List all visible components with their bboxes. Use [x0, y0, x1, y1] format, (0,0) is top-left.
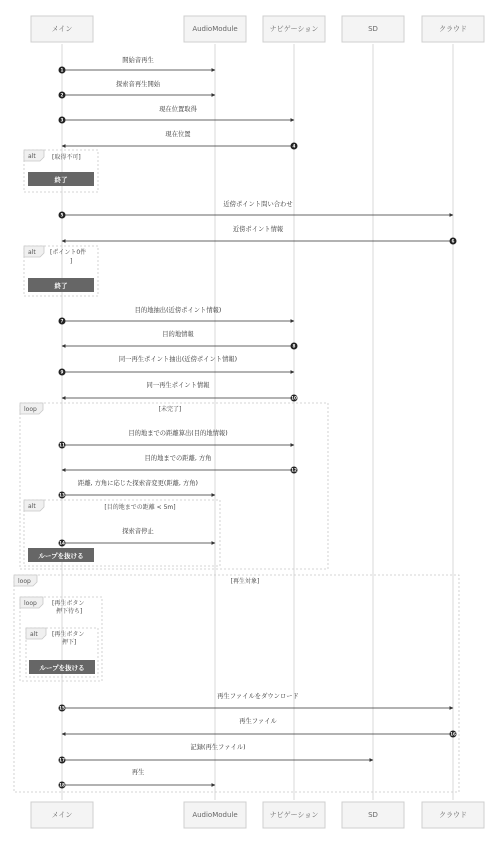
message-8 — [62, 329, 298, 350]
message-11 — [59, 428, 295, 449]
message-16 — [62, 716, 457, 738]
svg-text:目的地までの距離, 方角: 目的地までの距離, 方角 — [144, 455, 212, 462]
svg-text:[ポイント0件: [ポイント0件 — [50, 249, 87, 256]
message-10 — [62, 380, 298, 402]
participants-bottom — [31, 802, 484, 828]
svg-text:4: 4 — [292, 143, 296, 149]
message-15 — [59, 691, 454, 712]
participant-sd[interactable] — [342, 16, 404, 42]
message-18 — [59, 767, 216, 789]
svg-text:距離, 方角に応じた探索音変更(距離, 方角): 距離, 方角に応じた探索音変更(距離, 方角) — [78, 480, 198, 487]
svg-text:メイン: メイン — [51, 811, 73, 819]
svg-text:再生ファイル: 再生ファイル — [239, 718, 277, 725]
participant-cloud[interactable] — [422, 16, 484, 42]
participant-navigation-bottom[interactable] — [263, 802, 325, 828]
svg-text:ナビゲーション: ナビゲーション — [269, 811, 319, 819]
svg-text:18: 18 — [59, 782, 65, 788]
svg-text:[再生ボタン: [再生ボタン — [52, 631, 85, 638]
svg-text:loop: loop — [24, 600, 37, 607]
svg-text:同一再生ポイント情報: 同一再生ポイント情報 — [146, 382, 210, 389]
svg-text:探索音停止: 探索音停止 — [122, 528, 154, 535]
participant-main[interactable] — [31, 16, 93, 42]
message-6 — [62, 224, 457, 245]
svg-text:SD: SD — [368, 811, 378, 819]
svg-text:5: 5 — [60, 212, 64, 218]
svg-text:AudioModule: AudioModule — [192, 25, 238, 33]
svg-text:SD: SD — [368, 25, 378, 33]
svg-text:alt: alt — [28, 503, 36, 510]
participant-audiomodule[interactable] — [184, 16, 246, 42]
svg-text:ナビゲーション: ナビゲーション — [269, 25, 319, 33]
svg-text:16: 16 — [450, 731, 456, 737]
terminal-exit-loop-2 — [29, 660, 95, 674]
svg-text:loop: loop — [24, 406, 37, 413]
svg-text:14: 14 — [59, 540, 65, 546]
participant-main-bottom[interactable] — [31, 802, 93, 828]
message-13 — [59, 478, 216, 499]
svg-text:12: 12 — [291, 467, 297, 473]
message-5 — [59, 199, 454, 219]
svg-text:同一再生ポイント抽出(近傍ポイント情報): 同一再生ポイント抽出(近傍ポイント情報) — [118, 356, 238, 363]
svg-text:クラウド: クラウド — [439, 811, 467, 819]
svg-text:alt: alt — [28, 249, 36, 256]
message-2 — [59, 79, 216, 99]
svg-text:目的地情報: 目的地情報 — [162, 331, 194, 338]
svg-text:探索音再生開始: 探索音再生開始 — [115, 81, 161, 88]
participants-top — [31, 16, 484, 42]
svg-text:再生ファイルをダウンロード: 再生ファイルをダウンロード — [217, 693, 299, 700]
message-14 — [59, 526, 216, 547]
svg-text:3: 3 — [60, 117, 64, 123]
terminal-exit-loop-1 — [28, 548, 94, 562]
message-12 — [62, 453, 298, 474]
svg-text:現在位置取得: 現在位置取得 — [159, 106, 197, 113]
svg-text:11: 11 — [59, 442, 65, 448]
svg-text:7: 7 — [60, 318, 64, 324]
svg-text:開始音再生: 開始音再生 — [122, 57, 154, 64]
svg-text:AudioModule: AudioModule — [192, 811, 238, 819]
svg-text:目的地までの距離算出(目的地情報): 目的地までの距離算出(目的地情報) — [128, 430, 228, 437]
svg-text:[再生対象]: [再生対象] — [230, 578, 260, 585]
svg-text:終了: 終了 — [54, 282, 68, 290]
svg-text:8: 8 — [292, 343, 296, 349]
svg-text:近傍ポイント情報: 近傍ポイント情報 — [232, 226, 284, 233]
svg-text:]: ] — [70, 258, 73, 265]
message-4 — [62, 129, 298, 150]
svg-text:15: 15 — [59, 705, 65, 711]
svg-text:記録(再生ファイル): 記録(再生ファイル) — [190, 744, 246, 751]
svg-text:[取得不可]: [取得不可] — [52, 154, 81, 161]
svg-text:メイン: メイン — [51, 25, 73, 33]
svg-text:alt: alt — [30, 631, 38, 638]
svg-text:クラウド: クラウド — [439, 25, 467, 33]
svg-text:loop: loop — [18, 578, 31, 585]
message-3 — [59, 104, 295, 124]
message-7 — [59, 305, 295, 325]
svg-text:押下]: 押下] — [62, 639, 77, 646]
svg-text:[目的地までの距離 < 5m]: [目的地までの距離 < 5m] — [104, 504, 176, 511]
svg-text:ループを抜ける: ループを抜ける — [39, 664, 85, 672]
svg-text:押下待ち]: 押下待ち] — [56, 608, 83, 615]
svg-text:1: 1 — [60, 67, 64, 73]
message-9 — [59, 354, 295, 376]
participant-sd-bottom[interactable] — [342, 802, 404, 828]
participant-cloud-bottom[interactable] — [422, 802, 484, 828]
svg-text:終了: 終了 — [54, 176, 68, 184]
svg-text:13: 13 — [59, 492, 65, 498]
svg-text:2: 2 — [60, 92, 64, 98]
svg-text:6: 6 — [451, 238, 455, 244]
messages — [59, 55, 457, 789]
svg-text:9: 9 — [60, 369, 64, 375]
message-17 — [59, 742, 374, 764]
terminal-end-2 — [28, 278, 94, 292]
svg-text:[再生ボタン: [再生ボタン — [52, 600, 85, 607]
svg-text:[未完了]: [未完了] — [158, 406, 182, 413]
terminal-end-1 — [28, 172, 94, 186]
svg-text:10: 10 — [291, 395, 297, 401]
participant-audiomodule-bottom[interactable] — [184, 802, 246, 828]
svg-text:alt: alt — [28, 153, 36, 160]
participant-navigation[interactable] — [263, 16, 325, 42]
svg-text:現在位置: 現在位置 — [165, 131, 191, 138]
svg-text:再生: 再生 — [131, 769, 145, 776]
svg-text:目的地抽出(近傍ポイント情報): 目的地抽出(近傍ポイント情報) — [134, 307, 222, 314]
message-1 — [59, 55, 216, 74]
svg-text:ループを抜ける: ループを抜ける — [38, 552, 84, 560]
lifelines — [62, 44, 453, 800]
svg-text:近傍ポイント問い合わせ: 近傍ポイント問い合わせ — [223, 201, 293, 208]
svg-text:17: 17 — [59, 757, 65, 763]
